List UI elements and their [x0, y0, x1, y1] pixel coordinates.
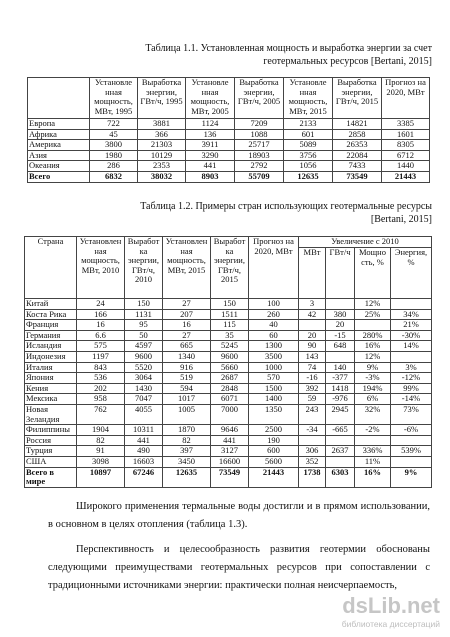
table-cell: 21443 — [249, 467, 299, 487]
table1-body — [28, 119, 430, 183]
table-cell: 6832 — [90, 171, 138, 182]
table-cell: 536 — [77, 373, 125, 384]
table-cell: 260 — [249, 309, 299, 320]
table-cell: Всего в мире — [25, 467, 77, 487]
table-cell: 194% — [355, 383, 391, 394]
table1-header-cell: Прогноз на 2020, МВт — [382, 78, 430, 119]
table-cell: 5520 — [125, 362, 163, 373]
table-cell: 91 — [77, 446, 125, 457]
table-cell: 143 — [299, 351, 326, 362]
table-row — [28, 140, 430, 151]
table-cell: 1511 — [211, 309, 249, 320]
table-cell — [391, 456, 432, 467]
table-row — [25, 425, 432, 436]
table-cell: 1005 — [163, 404, 211, 424]
table-cell: 3450 — [163, 456, 211, 467]
table-cell: 10311 — [125, 425, 163, 436]
table-cell: 306 — [299, 446, 326, 457]
table-row — [25, 362, 432, 373]
table-cell: 12635 — [284, 171, 333, 182]
table-cell: 3800 — [90, 140, 138, 151]
table-cell: 1601 — [382, 129, 430, 140]
table-row — [28, 119, 430, 130]
table-cell: 22084 — [333, 150, 382, 161]
table-cell: 21303 — [138, 140, 186, 151]
table-cell: 25717 — [235, 140, 284, 151]
table-cell: 843 — [77, 362, 125, 373]
table-cell: 136 — [186, 129, 235, 140]
table1-header-cell: Выработка энергии, ГВт/ч, 1995 — [138, 78, 186, 119]
table-cell: 392 — [299, 383, 326, 394]
table-cell: Исландия — [25, 341, 77, 352]
table-cell: 32% — [355, 404, 391, 424]
table2-subheader-cell: ГВт/ч — [326, 248, 355, 299]
table-cell: 12% — [355, 351, 391, 362]
table1-header-cell: Установле нная мощность, МВт, 1995 — [90, 78, 138, 119]
table-cell: 207 — [163, 309, 211, 320]
watermark-subtitle: библиотека диссертаций — [341, 619, 440, 629]
table-cell: 99% — [391, 383, 432, 394]
table-cell: Турция — [25, 446, 77, 457]
table-cell: -665 — [326, 425, 355, 436]
table-cell: -377 — [326, 373, 355, 384]
table-cell: 20 — [299, 330, 326, 341]
table-cell: 1088 — [235, 129, 284, 140]
table-row — [25, 404, 432, 424]
table-cell: 7433 — [333, 161, 382, 172]
table2-subheader-cell: Энергия, % — [391, 248, 432, 299]
table1-total-row — [28, 171, 430, 182]
table-cell: 21% — [391, 320, 432, 331]
table-cell: 150 — [125, 299, 163, 310]
table-cell: 8305 — [382, 140, 430, 151]
table-cell: 24 — [77, 299, 125, 310]
paragraph-1: Широкого применения термальные воды достигли и в прямом использовании, в основном в целях отопления (таблица 1.3). — [48, 501, 430, 530]
table-cell: 601 — [284, 129, 333, 140]
table-cell: 25% — [355, 309, 391, 320]
table1-header-cell: Установле нная мощность, МВт, 2005 — [186, 78, 235, 119]
table-cell: 2133 — [284, 119, 333, 130]
table-cell: 3500 — [249, 351, 299, 362]
table-cell: 7000 — [211, 404, 249, 424]
table-cell: 1870 — [163, 425, 211, 436]
table-cell: Мексика — [25, 394, 77, 405]
table2-header-cell: Выработ ка энергии, ГВт/ч, 2010 — [125, 237, 163, 299]
table-row — [25, 373, 432, 384]
table-cell: 286 — [90, 161, 138, 172]
table-cell: 73549 — [333, 171, 382, 182]
table-cell: 2792 — [235, 161, 284, 172]
table1-caption — [145, 42, 432, 68]
table-cell: 166 — [77, 309, 125, 320]
table-cell: 2687 — [211, 373, 249, 384]
table-cell: 73% — [391, 404, 432, 424]
table-cell: 9% — [355, 362, 391, 373]
table-cell: 648 — [326, 341, 355, 352]
table-cell: 594 — [163, 383, 211, 394]
table-cell — [326, 456, 355, 467]
table-cell: 16% — [355, 467, 391, 487]
table-cell: 539% — [391, 446, 432, 457]
table-cell: -16 — [299, 373, 326, 384]
table1-header-cell — [28, 78, 90, 119]
dslib-watermark — [322, 593, 440, 631]
table-cell: -3% — [355, 373, 391, 384]
table1-caption-line1: Таблица 1.1. Установленная мощность и выработка энергии за счет — [145, 43, 432, 54]
table-cell — [299, 320, 326, 331]
table-cell: 95 — [125, 320, 163, 331]
table-cell: 3064 — [125, 373, 163, 384]
table-cell: 1340 — [163, 351, 211, 362]
table-cell: 352 — [299, 456, 326, 467]
table-cell: 1980 — [90, 150, 138, 161]
table-cell: 190 — [249, 435, 299, 446]
table-row — [28, 129, 430, 140]
table-cell: 1430 — [125, 383, 163, 394]
table-cell: 3881 — [138, 119, 186, 130]
table-cell: 1350 — [249, 404, 299, 424]
table1-header-row — [28, 78, 430, 119]
table-cell: -976 — [326, 394, 355, 405]
table-cell: 5660 — [211, 362, 249, 373]
table-cell — [326, 299, 355, 310]
table-cell: 366 — [138, 129, 186, 140]
table-cell: Азия — [28, 150, 90, 161]
table-cell: 8903 — [186, 171, 235, 182]
table-cell: 10129 — [138, 150, 186, 161]
table-cell: 50 — [125, 330, 163, 341]
table-cell: 5089 — [284, 140, 333, 151]
table-cell: 5600 — [249, 456, 299, 467]
table-cell — [391, 435, 432, 446]
table-cell: 150 — [211, 299, 249, 310]
table-cell: 5245 — [211, 341, 249, 352]
table-cell: 40 — [249, 320, 299, 331]
table-cell: 336% — [355, 446, 391, 457]
table-cell: 441 — [186, 161, 235, 172]
table-cell: 6% — [355, 394, 391, 405]
table-cell: 82 — [163, 435, 211, 446]
table-cell: 82 — [77, 435, 125, 446]
table2-caption-line2: [Bertani, 2015] — [370, 214, 432, 225]
table-cell: 762 — [77, 404, 125, 424]
table-cell: 3 — [299, 299, 326, 310]
countries-geothermal-table — [24, 236, 432, 488]
table-cell: 16600 — [211, 456, 249, 467]
table-cell: 570 — [249, 373, 299, 384]
table-cell: 722 — [90, 119, 138, 130]
table-cell: -30% — [391, 330, 432, 341]
table1-header-cell: Выработка энергии, ГВт/ч, 2015 — [333, 78, 382, 119]
table-cell: Италия — [25, 362, 77, 373]
table-cell: Китай — [25, 299, 77, 310]
table-cell — [326, 351, 355, 362]
table-cell: 20 — [326, 320, 355, 331]
table-cell: 2848 — [211, 383, 249, 394]
table-cell: 34% — [391, 309, 432, 320]
table-cell: 280% — [355, 330, 391, 341]
table-cell: 60 — [249, 330, 299, 341]
table-cell: 6071 — [211, 394, 249, 405]
table-cell: 202 — [77, 383, 125, 394]
table-cell: -14% — [391, 394, 432, 405]
table-cell: 45 — [90, 129, 138, 140]
table-cell — [355, 435, 391, 446]
table-cell: 1000 — [249, 362, 299, 373]
table-row — [25, 351, 432, 362]
table-cell: 2637 — [326, 446, 355, 457]
table-cell: 958 — [77, 394, 125, 405]
table-cell: 12% — [355, 299, 391, 310]
table-cell: 6712 — [382, 150, 430, 161]
table-cell: 16% — [355, 341, 391, 352]
table-cell: Океания — [28, 161, 90, 172]
table-cell — [326, 435, 355, 446]
table-cell: 10897 — [77, 467, 125, 487]
table-cell: -34 — [299, 425, 326, 436]
table-cell: 1418 — [326, 383, 355, 394]
table2-header-cell: Страна — [25, 237, 77, 299]
table-cell: 916 — [163, 362, 211, 373]
table-cell: 1400 — [249, 394, 299, 405]
table-cell: 3127 — [211, 446, 249, 457]
table-cell: 7209 — [235, 119, 284, 130]
table-row — [25, 456, 432, 467]
table-cell: 1500 — [249, 383, 299, 394]
table-cell: Индонезия — [25, 351, 77, 362]
table-cell: 3% — [391, 362, 432, 373]
table-cell: 441 — [125, 435, 163, 446]
table-cell: Япония — [25, 373, 77, 384]
table2-caption — [140, 200, 432, 226]
table-cell: Германия — [25, 330, 77, 341]
table-cell: 16 — [77, 320, 125, 331]
table-cell: Америка — [28, 140, 90, 151]
table-cell: 9600 — [125, 351, 163, 362]
table2-body — [25, 299, 432, 488]
table-cell: Африка — [28, 129, 90, 140]
table-cell: 2353 — [138, 161, 186, 172]
table-cell: 4597 — [125, 341, 163, 352]
table-cell: 42 — [299, 309, 326, 320]
table-cell: 16 — [163, 320, 211, 331]
table1-header-cell: Выработка энергии, ГВт/ч, 2005 — [235, 78, 284, 119]
table-row — [28, 161, 430, 172]
table-cell: 2945 — [326, 404, 355, 424]
table-cell: 1056 — [284, 161, 333, 172]
table2-header-row — [25, 237, 432, 248]
table-cell: 519 — [163, 373, 211, 384]
table-cell: 1124 — [186, 119, 235, 130]
table-row — [25, 383, 432, 394]
table-cell: 14% — [391, 341, 432, 352]
table-cell: -12% — [391, 373, 432, 384]
table-cell: -15 — [326, 330, 355, 341]
table2-total-row — [25, 467, 432, 487]
table-cell: 9% — [391, 467, 432, 487]
table-cell: 55709 — [235, 171, 284, 182]
table-cell: -2% — [355, 425, 391, 436]
table-cell: 9600 — [211, 351, 249, 362]
table-cell: 140 — [326, 362, 355, 373]
table-cell: 1738 — [299, 467, 326, 487]
table-cell: 27 — [163, 299, 211, 310]
table2-header-cell: Прогноз на 2020, МВт — [249, 237, 299, 299]
table-cell: 243 — [299, 404, 326, 424]
table-cell: 3098 — [77, 456, 125, 467]
paragraph-2: Перспективность и целесообразность развития геотермии обоснованы следующими преимуществами геотермальных ресурсов при сопоставлении с традиционными источниками энергии: практически полная неисчерпаемость, — [48, 544, 430, 591]
table-cell: Всего — [28, 171, 90, 182]
table-cell: США — [25, 456, 77, 467]
watermark-logo: dsLib.net — [342, 593, 440, 618]
table-cell: 100 — [249, 299, 299, 310]
table2-header-cell: Установлен ная мощность, МВт, 2015 — [163, 237, 211, 299]
table-cell: 16603 — [125, 456, 163, 467]
table1-header-cell: Установле нная мощность, МВт, 2015 — [284, 78, 333, 119]
table-cell: Филиппины — [25, 425, 77, 436]
table1-caption-line2: геотермальных ресурсов [Bertani, 2015] — [263, 56, 432, 67]
table-cell: Франция — [25, 320, 77, 331]
table-cell: 575 — [77, 341, 125, 352]
table-cell — [391, 351, 432, 362]
table-cell — [355, 320, 391, 331]
table-cell: 7047 — [125, 394, 163, 405]
table-cell: 3756 — [284, 150, 333, 161]
table-cell: Россия — [25, 435, 77, 446]
table-row — [25, 435, 432, 446]
table-cell: 35 — [211, 330, 249, 341]
table-cell: 397 — [163, 446, 211, 457]
table-cell: 3385 — [382, 119, 430, 130]
table-cell: 115 — [211, 320, 249, 331]
table2-caption-line1: Таблица 1.2. Примеры стран использующих геотермальные ресурсы — [140, 201, 432, 212]
table-row — [25, 446, 432, 457]
table-cell: 1197 — [77, 351, 125, 362]
body-text — [48, 498, 430, 595]
table-cell: 18903 — [235, 150, 284, 161]
table-cell: Кения — [25, 383, 77, 394]
table-cell: 3290 — [186, 150, 235, 161]
table-cell: 74 — [299, 362, 326, 373]
table2-increase-header: Увеличение с 2010 — [299, 237, 432, 248]
table-cell — [391, 299, 432, 310]
table-row — [25, 341, 432, 352]
table2-header-cell: Установлен ная мощность, МВт, 2010 — [77, 237, 125, 299]
table-cell: 6.6 — [77, 330, 125, 341]
table-cell: 9646 — [211, 425, 249, 436]
table-cell — [299, 435, 326, 446]
table-cell: 26353 — [333, 140, 382, 151]
table-cell: 1017 — [163, 394, 211, 405]
table-cell: 12635 — [163, 467, 211, 487]
table-row — [25, 299, 432, 310]
table-cell: 490 — [125, 446, 163, 457]
table-cell: 441 — [211, 435, 249, 446]
table-cell: 380 — [326, 309, 355, 320]
table-cell: 73549 — [211, 467, 249, 487]
table-row — [25, 330, 432, 341]
table-row — [25, 320, 432, 331]
table-cell: Коста Рика — [25, 309, 77, 320]
table-cell: 59 — [299, 394, 326, 405]
table2-header-cell: Выработ ка энергии, ГВт/ч, 2015 — [211, 237, 249, 299]
table-cell: 11% — [355, 456, 391, 467]
table-cell: 38032 — [138, 171, 186, 182]
table-cell: 21443 — [382, 171, 430, 182]
installed-capacity-table — [27, 77, 430, 183]
table-cell: 27 — [163, 330, 211, 341]
table-cell: 2858 — [333, 129, 382, 140]
table-cell: 4055 — [125, 404, 163, 424]
table-cell: 1131 — [125, 309, 163, 320]
table-cell: 1300 — [249, 341, 299, 352]
table-cell: 67246 — [125, 467, 163, 487]
table-cell: 90 — [299, 341, 326, 352]
table-row — [25, 394, 432, 405]
table-cell: -6% — [391, 425, 432, 436]
table-row — [28, 150, 430, 161]
table-cell: 14821 — [333, 119, 382, 130]
table-cell: 6303 — [326, 467, 355, 487]
table-cell: 2500 — [249, 425, 299, 436]
table2-subheader-cell: Мощно сть, % — [355, 248, 391, 299]
table-row — [25, 309, 432, 320]
table2-subheader-cell: МВт — [299, 248, 326, 299]
table-cell: Новая Зеландия — [25, 404, 77, 424]
table-cell: 600 — [249, 446, 299, 457]
table-cell: 1440 — [382, 161, 430, 172]
table-cell: 3911 — [186, 140, 235, 151]
table-cell: Европа — [28, 119, 90, 130]
table-cell: 1904 — [77, 425, 125, 436]
table-cell: 665 — [163, 341, 211, 352]
